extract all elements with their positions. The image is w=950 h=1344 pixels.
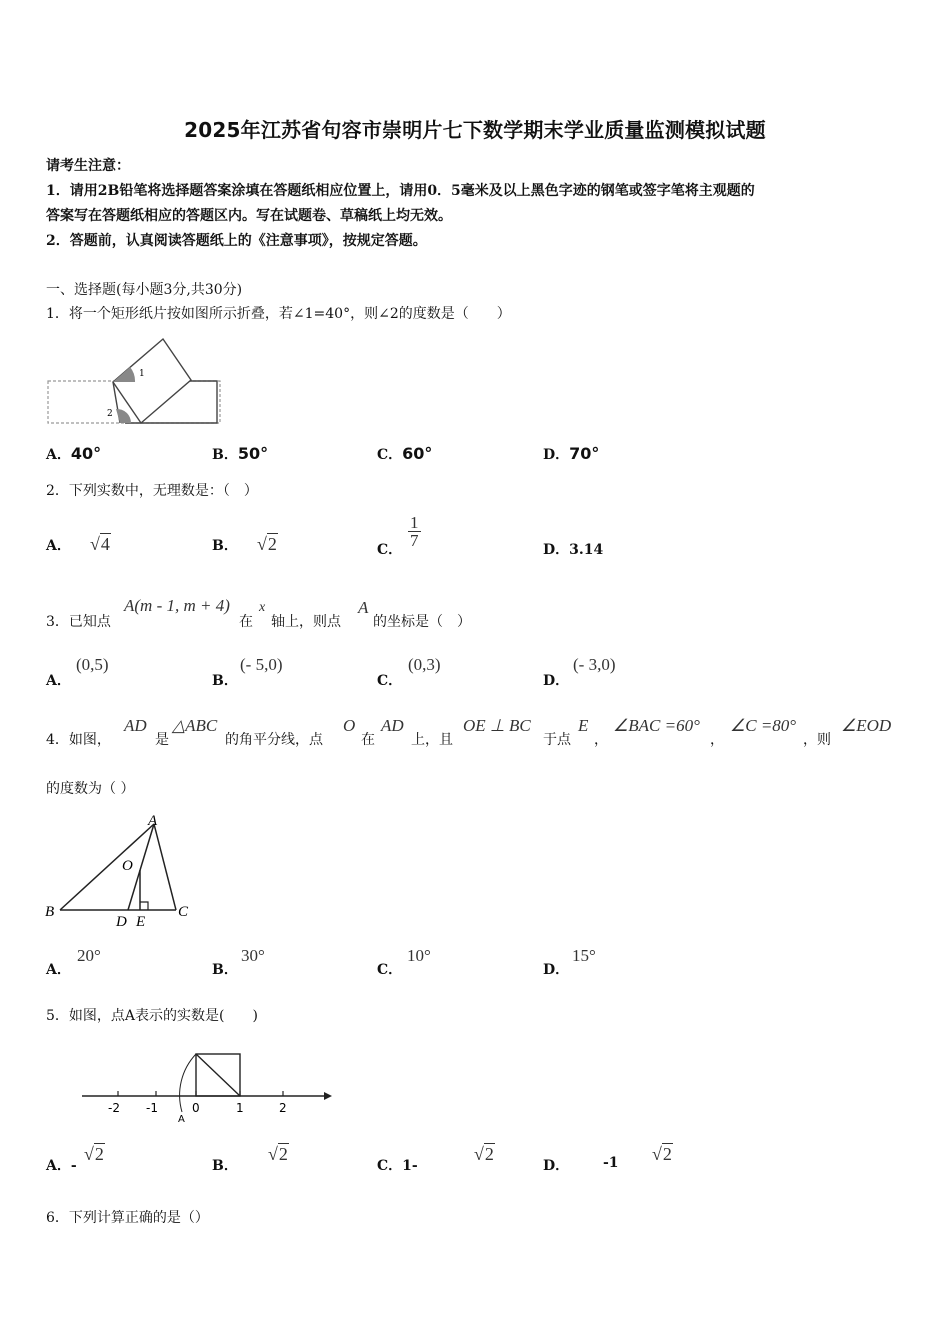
notice-line-1a: 1．请用2B铅笔将选择题答案涂填在答题纸相应位置上，请用0．5毫米及以上黑色字迹的钢笔或签字笔将主观题的	[46, 183, 755, 199]
page-title: 2025年江苏省句容市崇明片七下数学期末学业质量监测模拟试题	[184, 118, 766, 142]
q4-fig-label-e: E	[136, 914, 146, 930]
q3-option-c-letter[interactable]: C．	[377, 673, 403, 689]
q5-option-d-suffix: -1	[603, 1155, 619, 1171]
q2-option-d[interactable]: D．3.14	[543, 542, 604, 558]
q4-option-c-value: 10°	[407, 946, 431, 965]
q4-option-b-letter[interactable]: B．	[212, 962, 238, 978]
q2-option-c-fraction: $\frac{1}{7}$	[410, 513, 419, 550]
q2-option-a[interactable]: A． √4	[46, 534, 110, 554]
q1-angle-2-label: 2	[107, 409, 113, 419]
sqrt-expression: √4	[89, 534, 110, 554]
notice-heading: 请考生注意：	[46, 158, 130, 174]
q5-tick-0: 0	[192, 1101, 200, 1115]
q4-fig-label-b: B	[45, 904, 55, 920]
q1-option-c[interactable]: C．60°	[377, 444, 433, 463]
q5-option-a[interactable]: A．-	[46, 1158, 77, 1174]
q4-angle-bac: ∠BAC =60°	[613, 716, 700, 735]
q4-stem-2: 是	[155, 732, 169, 748]
q1-option-a[interactable]: A．40°	[46, 444, 102, 463]
q5-tick-minus-1: -1	[146, 1101, 158, 1115]
q3-option-c-value: (0,3)	[408, 655, 441, 674]
q2-stem: 2．下列实数中，无理数是：（ ）	[46, 483, 258, 499]
q4-option-b-value: 30°	[241, 946, 265, 965]
q3-option-a-letter[interactable]: A．	[46, 673, 71, 689]
q4-stem-5: 上，且	[411, 732, 453, 748]
q5-tick-2: 2	[279, 1101, 287, 1115]
q5-option-d-sqrt: √2	[651, 1144, 672, 1164]
q4-option-d-letter[interactable]: D．	[543, 962, 570, 978]
q4-stem-6: 于点	[543, 732, 571, 748]
q5-option-a-sqrt: √2	[84, 1144, 104, 1164]
q4-fig-label-a: A	[148, 813, 158, 829]
q1-option-b[interactable]: B．50°	[212, 444, 269, 463]
q3-option-d-letter[interactable]: D．	[543, 673, 570, 689]
q4-o: O	[343, 716, 356, 735]
q5-stem: 5．如图，点A表示的实数是( )	[46, 1008, 258, 1024]
q4-stem-9: ，则	[803, 732, 831, 748]
q4-fig-label-c: C	[178, 904, 189, 920]
q4-option-d-value: 15°	[572, 946, 596, 965]
q5-option-c[interactable]: C．1-	[377, 1158, 418, 1174]
q4-stem-1: 4．如图，	[46, 732, 111, 748]
q5-tick-1: 1	[236, 1101, 244, 1115]
q5-point-a-label: A	[178, 1114, 185, 1125]
q1-stem: 1．将一个矩形纸片按如图所示折叠，若∠1=40°，则∠2的度数是（ ）	[46, 306, 511, 322]
q3-point-expression: A(m - 1, m + 4)	[124, 596, 230, 615]
q5-option-d[interactable]: D．	[543, 1158, 570, 1174]
q4-triangle: △ABC	[172, 716, 218, 735]
q4-stem-4: 在	[361, 732, 375, 748]
q4-option-a-value: 20°	[77, 946, 101, 965]
q4-option-a-letter[interactable]: A．	[46, 962, 71, 978]
q4-stem-7: ，	[594, 732, 608, 748]
notice-line-2: 2．答题前，认真阅读答题纸上的《注意事项》，按规定答题。	[46, 233, 427, 249]
q5-option-b-sqrt: √2	[267, 1144, 288, 1164]
q4-stem-8: ，	[710, 732, 724, 748]
section-heading: 一、选择题(每小题3分,共30分)	[46, 282, 243, 298]
q4-ad: AD	[124, 716, 147, 735]
q2-option-b[interactable]: B． √2	[212, 534, 277, 554]
q4-stem-10: 的度数为（ ）	[46, 781, 135, 797]
q4-fig-label-o: O	[122, 858, 133, 874]
q3-stem-d: 的坐标是（ ）	[373, 614, 471, 630]
q3-option-b-letter[interactable]: B．	[212, 673, 238, 689]
q4-option-c-letter[interactable]: C．	[377, 962, 403, 978]
q1-angle-1-label: 1	[139, 369, 145, 379]
q3-stem-c: 轴上，则点	[271, 614, 341, 630]
q5-number-line-figure	[80, 1046, 336, 1126]
q4-stem-3: 的角平分线，点	[225, 732, 323, 748]
q4-figure	[44, 810, 204, 932]
q2-option-c[interactable]: C．	[377, 542, 403, 558]
q3-option-d-value: (- 3,0)	[573, 655, 616, 674]
q6-stem: 6．下列计算正确的是（）	[46, 1210, 209, 1226]
q5-tick-minus-2: -2	[108, 1101, 120, 1115]
notice-line-1b: 答案写在答题纸相应的答题区内。写在试题卷、草稿纸上均无效。	[46, 208, 452, 224]
q4-fig-label-d: D	[116, 914, 127, 930]
q4-angle-c: ∠C =80°	[730, 716, 797, 735]
q3-stem-a: 3．已知点	[46, 614, 111, 630]
q1-figure	[45, 336, 225, 428]
q4-e: E	[578, 716, 589, 735]
q5-option-c-sqrt: √2	[473, 1144, 494, 1164]
q4-ad-2: AD	[381, 716, 404, 735]
sqrt-expression: √2	[256, 534, 277, 554]
q3-option-b-value: (- 5,0)	[240, 655, 283, 674]
q5-option-b[interactable]: B．	[212, 1158, 238, 1174]
q4-perp: OE ⊥ BC	[463, 716, 531, 735]
q3-point-name: A	[358, 598, 369, 617]
q1-option-d[interactable]: D．70°	[543, 444, 600, 463]
q3-option-a-value: (0,5)	[76, 655, 109, 674]
q4-angle-eod: ∠EOD	[841, 716, 892, 735]
q3-axis: x	[259, 600, 266, 615]
q3-stem-b: 在	[239, 614, 253, 630]
